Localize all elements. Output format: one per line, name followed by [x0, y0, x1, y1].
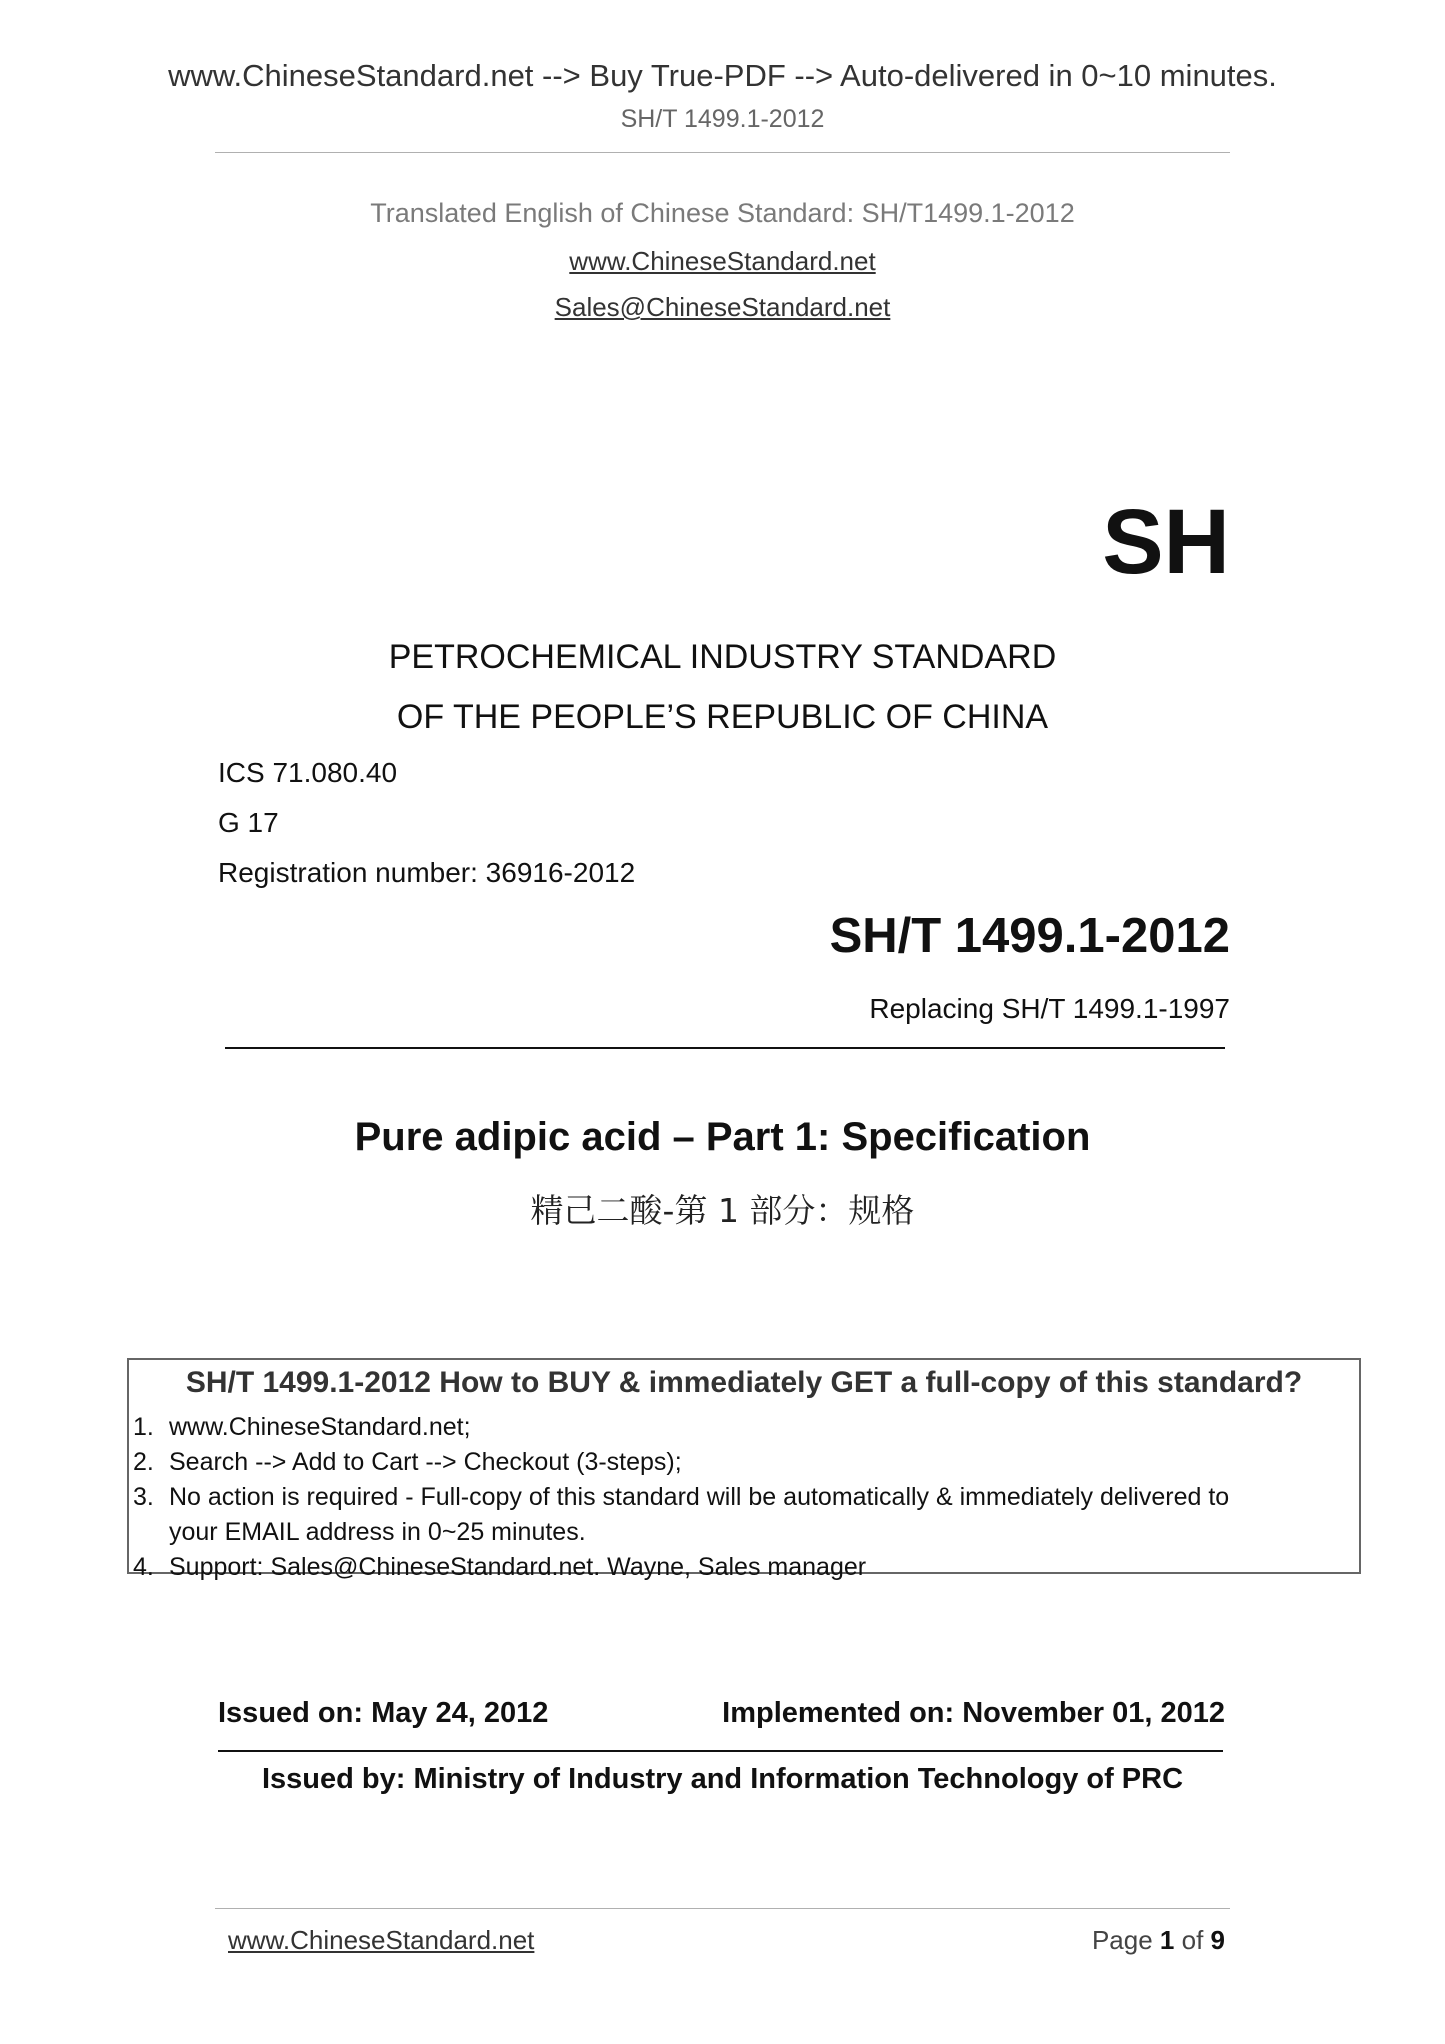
footer-website-link[interactable]: www.ChineseStandard.net	[228, 1925, 535, 1955]
list-item: 4. Support: Sales@ChineseStandard.net. Wayne, Sales manager	[133, 1553, 867, 1581]
ics-code: ICS 71.080.40	[218, 757, 398, 788]
translation-note: Translated English of Chinese Standard: SH/T1499.1-2012	[370, 198, 1075, 228]
issuing-authority: Issued by: Ministry of Industry and Information Technology of PRC	[261, 1763, 1184, 1795]
issuer-divider	[218, 1750, 1223, 1752]
replacing-note: Replacing SH/T 1499.1-1997	[869, 993, 1230, 1024]
implemented-date: Implemented on: November 01, 2012	[722, 1697, 1225, 1729]
standard-heading-line2: OF THE PEOPLE’S REPUBLIC OF CHINA	[396, 698, 1049, 736]
issued-date: Issued on: May 24, 2012	[218, 1697, 549, 1729]
list-item: 3. No action is required - Full-copy of this standard will be automatically & immediately delivered to	[133, 1483, 1230, 1511]
list-item: 1. www.ChineseStandard.net;	[133, 1413, 471, 1441]
email-link[interactable]: Sales@ChineseStandard.net	[554, 292, 891, 322]
sh-logo-text: SH	[1102, 491, 1230, 593]
step-website-link[interactable]: www.ChineseStandard.net;	[169, 1413, 471, 1441]
header-divider	[215, 152, 1230, 153]
buy-steps-list	[133, 1410, 1229, 1585]
document-title-chinese: 精己二酸-第 1 部分：规格	[530, 1191, 915, 1230]
standard-code: SH/T 1499.1-2012	[829, 909, 1230, 963]
page-number: Page 1 of 9	[1091, 1925, 1225, 1955]
footer-divider	[215, 1908, 1230, 1909]
list-item: your EMAIL address in 0~25 minutes.	[169, 1518, 586, 1546]
document-title: Pure adipic acid – Part 1: Specification	[354, 1115, 1091, 1159]
website-link[interactable]: www.ChineseStandard.net	[569, 246, 876, 276]
title-divider	[225, 1047, 1225, 1049]
registration-number: Registration number: 36916-2012	[218, 857, 636, 888]
header-doc-code: SH/T 1499.1-2012	[620, 105, 825, 133]
standard-heading-line1: PETROCHEMICAL INDUSTRY STANDARD	[388, 638, 1057, 676]
list-item: 2. Search --> Add to Cart --> Checkout (3-steps);	[133, 1448, 682, 1476]
buy-box-title: SH/T 1499.1-2012 How to BUY & immediately GET a full-copy of this standard?	[185, 1366, 1303, 1399]
header-banner: www.ChineseStandard.net --> Buy True-PDF --> Auto-delivered in 0~10 minutes.	[168, 58, 1277, 93]
buy-instructions-box	[127, 1358, 1361, 1581]
g-code: G 17	[218, 807, 279, 838]
